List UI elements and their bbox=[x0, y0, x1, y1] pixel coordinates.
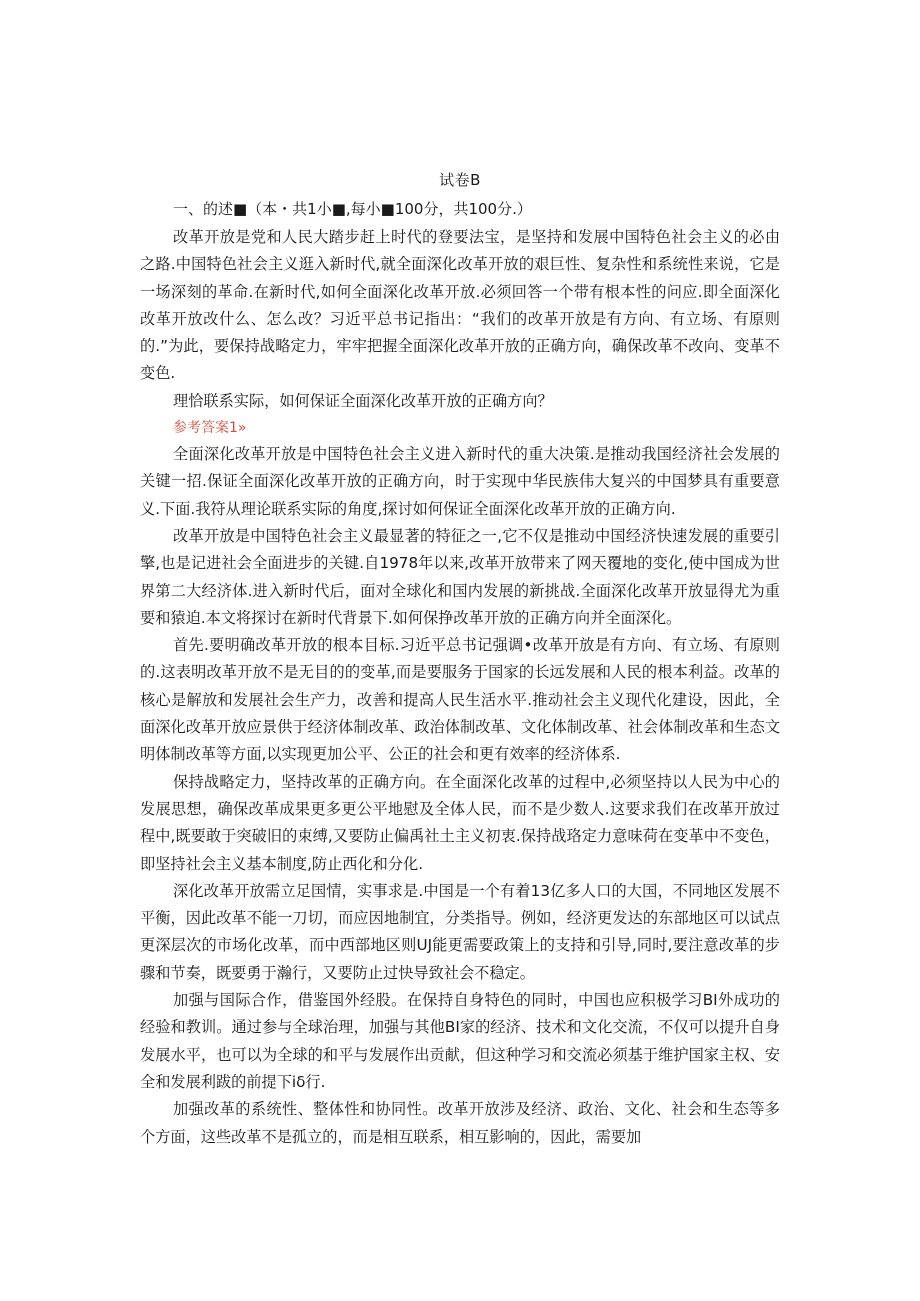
section-heading: 一、的述■（本・共1小■,每小■100分，共100分.） bbox=[173, 200, 532, 218]
answer-paragraph: 保持战略定力，坚持改革的正确方向。在全面深化改革的过程中,必须坚持以人民为中心的发展思想，确保改革成果更多更公平地慰及全体人民，而不是少数人.这要求我们在改革开放过程中,既要敢于突破旧的束缚,又要防止偏禹社土主义初衷.保持战珞定力意味荷在变革中不变色，即坚持社会主义基本制度,防止西化和分化. bbox=[140, 772, 780, 873]
question-text: 理恰联系实际，如何保证全面深化改革开放的正确方向？ bbox=[173, 391, 553, 410]
answer-paragraph: 加强改革的系统性、整体性和协同性。改革开放涉及经济、政治、文化、社会和生态等多个方面，这些改革不是孤立的，而是相互联系，相互影响的，因此，需要加 bbox=[140, 1100, 780, 1146]
answer-paragraph: 全面深化改革开放是中国特色社会主义进入新时代的重大决策.是推动我国经济社会发展的关键一招.保证全面深化改革开放的正确方向，时于实现中华民族伟大复兴的中国梦具有重要意义.下面.我符从理论联系实际的角度,探讨如何保证全面深化改革开放的正确方向. bbox=[140, 445, 780, 518]
answer-paragraph: 加强与国际合作，借鉴国外经股。在保持自身特色的同时，中国也应积极学习BI外成功的经验和教训。通过参与全球治理，加强与其他BI家的经济、技术和文化交流，不仅可以提升自身发展水平，也可以为全球的和平与发展作出贡献，但这种学习和交流必须基于维护国家主权、安全和发展利跋的前提下iδ行. bbox=[140, 991, 780, 1091]
answer-paragraph: 首先.要明确改革开放的根本目标.习近平总书记强调•改革开放是有方向、有立场、有原则的.这表明改革开放不是无目的的变革,而是要服务于国家的长远发展和人民的根本利益。改革的核心是解放和发展社会生产力，改善和提高人民生活水平.推动社会主义现代化建设，因此，全面深化改革开放应景供于经济体制改革、政治体制改革、文化体制改革、社会体制改革和生态文明体制改革等方面,以实现更加公平、公正的社会和更有效率的经济体系. bbox=[140, 636, 780, 764]
intro-paragraph: 改革开放是党和人民大踏步赶上时代的登要法宝，是坚持和发展中国特色社会主义的必由之路.中国特色社会主义逛入新时代,就全面深化改革开放的艰巨性、复杂性和系统性来说，它是一场深刻的革命.在新时代,如何全面深化改革开放.必须回答一个带有根本性的问应.即全面深化改革开放改什么、怎么改？习近平总书记指出：“我们的改革开放是有方向、有立场、有原则的.”为此，要保持战略定力，牢牢把握全面深化改革开放的正确方向，确保改革不改向、变革不变色. bbox=[140, 228, 780, 383]
answer-paragraph: 改革开放是中国特色社会主义最显著的特征之一,它不仅是推动中国经济快速发展的重要引擎,也是记进社会全面进步的关键.自1978年以来,改革开放带来了网天覆地的变化,使中国成为世界第二大经济体.进入新时代后，面对全球化和国内发展的新挑战.全面深化改革开放显得尤为重要和猿迫.本文将探讨在新时代背景下.如何保挣改革开放的正确方向并全面深化。 bbox=[140, 526, 780, 627]
answer-label: 参考答案1» bbox=[173, 420, 247, 437]
document-page bbox=[140, 168, 780, 1151]
answer-paragraph: 深化改革开放需立足国情，实事求是.中国是一个有着13亿多人口的大国，不同地区发展不平衡，因此改革不能一刀切，而应因地制宜，分类指导。例如，经济更发达的东部地区可以试点更深层次的市场化改革，而中西部地区则UJ能更需要政策上的支持和引导,同时,要注意改革的步骤和节奏，既要勇于瀚行，又要防止过快导致社会不稳定。 bbox=[140, 881, 780, 982]
document-title: 试卷B bbox=[439, 171, 481, 189]
